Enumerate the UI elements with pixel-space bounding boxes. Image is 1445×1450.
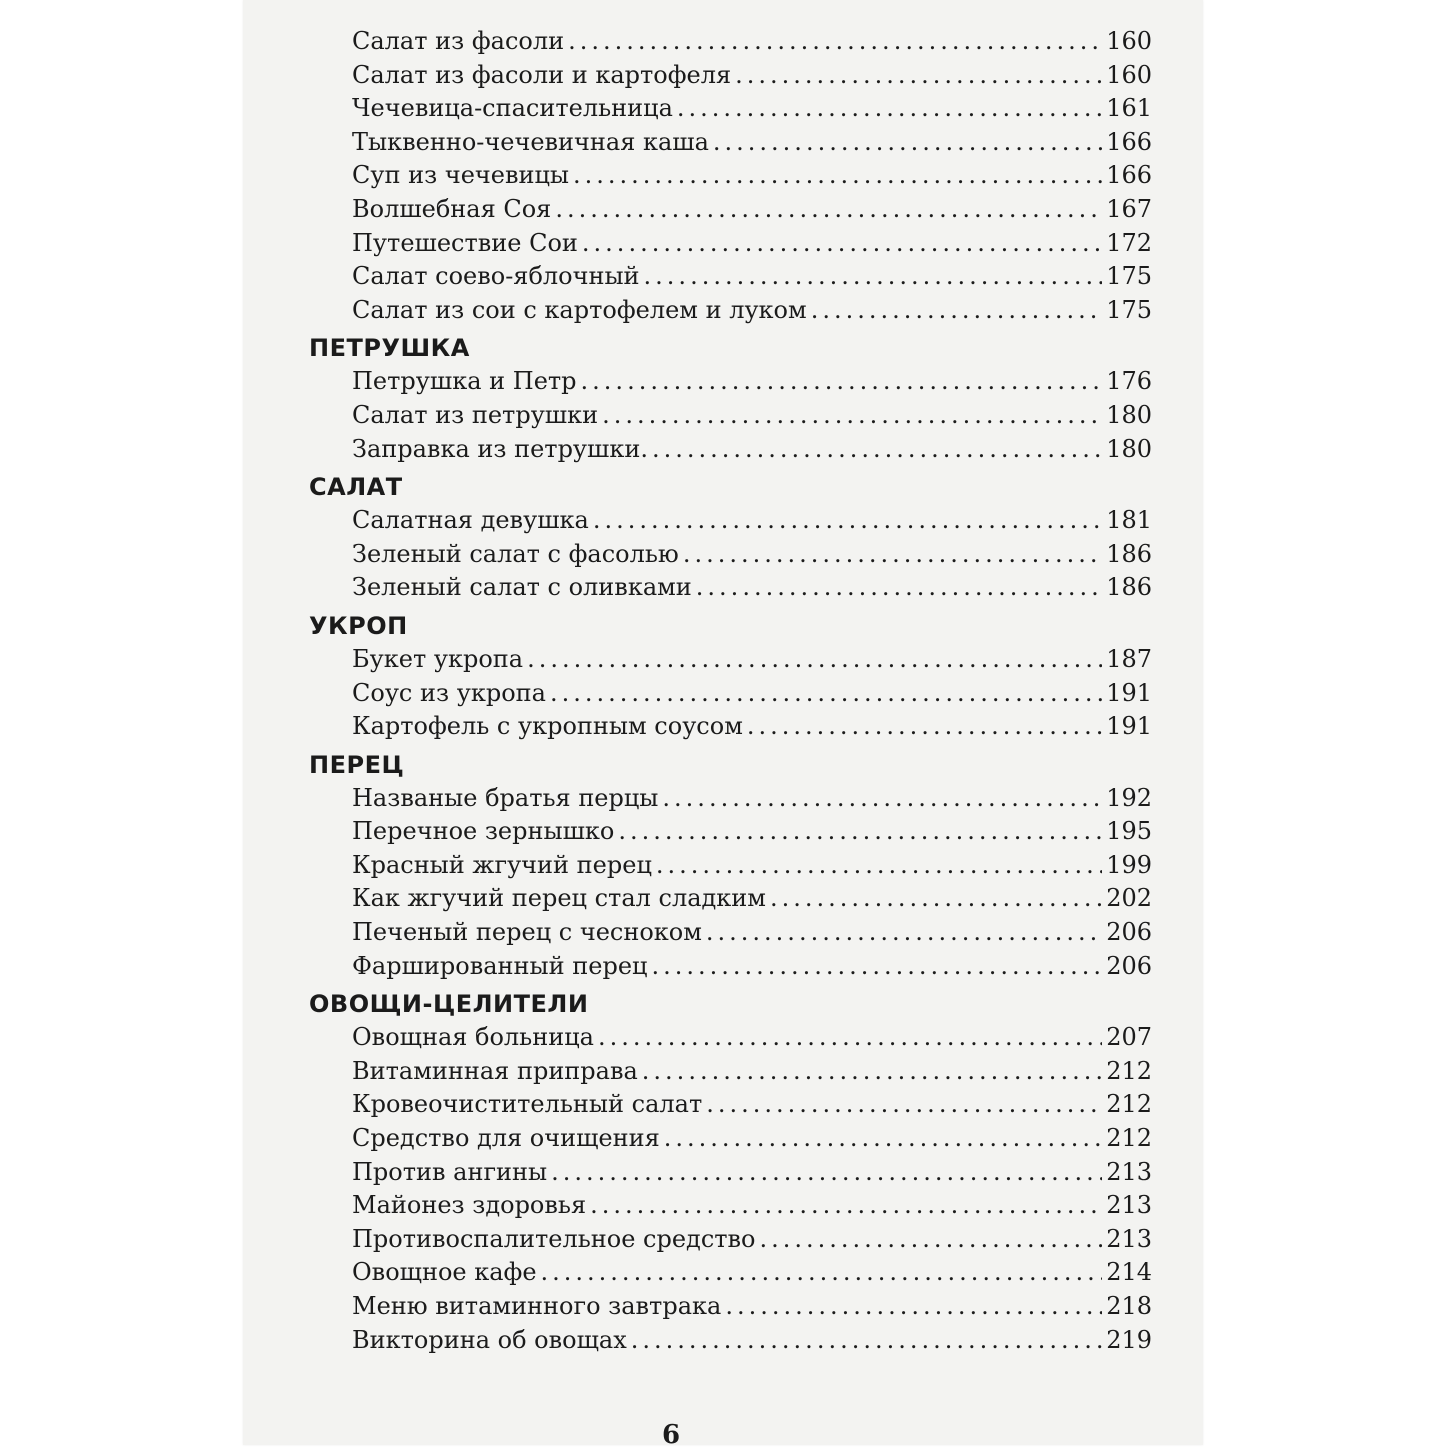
toc-entry xyxy=(309,882,1152,916)
entry-page-number: 166 xyxy=(1106,161,1152,190)
entry-page-number: 172 xyxy=(1106,228,1152,257)
toc-entry xyxy=(309,1223,1152,1257)
entry-title: Салат из сои с картофелем и луком xyxy=(352,295,807,324)
entry-page-number: 213 xyxy=(1106,1224,1152,1253)
dot-leader xyxy=(713,126,1102,160)
toc-section xyxy=(309,609,1152,744)
dot-leader xyxy=(581,365,1103,399)
entry-title: Викторина об овощах xyxy=(352,1325,627,1354)
toc-entry xyxy=(309,59,1152,93)
toc-entry xyxy=(309,504,1152,538)
toc-entry xyxy=(309,571,1152,605)
toc-entry xyxy=(309,399,1152,433)
dot-leader xyxy=(573,159,1102,193)
table-of-contents xyxy=(309,25,1152,1357)
entry-page-number: 191 xyxy=(1106,678,1152,707)
entry-title: Салат из петрушки xyxy=(352,400,599,429)
dot-leader xyxy=(652,433,1102,467)
entry-title: Как жгучий перец стал сладким xyxy=(352,884,766,913)
entry-title: Чечевица-спасительница xyxy=(352,94,673,123)
dot-leader xyxy=(568,25,1102,59)
entry-page-number: 167 xyxy=(1106,194,1152,223)
entry-page-number: 187 xyxy=(1106,644,1152,673)
entry-page-number: 214 xyxy=(1106,1258,1152,1287)
entry-title: Фаршированный перец xyxy=(352,951,648,980)
toc-entry xyxy=(309,92,1152,126)
toc-entry xyxy=(309,1021,1152,1055)
entry-page-number: 207 xyxy=(1106,1023,1152,1052)
toc-entry xyxy=(309,260,1152,294)
toc-entry xyxy=(309,1055,1152,1089)
dot-leader xyxy=(631,1324,1102,1358)
entry-title: Зеленый салат с фасолью xyxy=(352,539,679,568)
entry-title: Против ангины xyxy=(352,1157,548,1186)
entry-title: Овощная больница xyxy=(352,1023,594,1052)
dot-leader xyxy=(582,227,1102,261)
page-number: 6 xyxy=(662,1420,681,1450)
dot-leader xyxy=(593,504,1102,538)
dot-leader xyxy=(664,1122,1102,1156)
entry-page-number: 212 xyxy=(1106,1124,1152,1153)
entry-page-number: 218 xyxy=(1106,1292,1152,1320)
entry-page-number: 199 xyxy=(1106,850,1152,879)
toc-entry xyxy=(309,1256,1152,1290)
dot-leader xyxy=(602,399,1102,433)
entry-title: Салат из фасоли и картофеля xyxy=(352,60,732,89)
entry-page-number: 202 xyxy=(1106,884,1152,913)
dot-leader xyxy=(541,1256,1103,1290)
toc-entry xyxy=(309,1088,1152,1122)
toc-entry xyxy=(309,433,1152,467)
entry-page-number: 160 xyxy=(1106,27,1152,55)
entry-title: Кровеочистительный салат xyxy=(352,1090,703,1119)
entry-title: Зеленый салат с оливками xyxy=(352,573,692,602)
toc-entry xyxy=(309,159,1152,193)
dot-leader xyxy=(550,677,1102,711)
toc-entry xyxy=(309,849,1152,883)
dot-leader xyxy=(811,294,1103,328)
dot-leader xyxy=(725,1290,1102,1324)
entry-title: Картофель с укропным соусом xyxy=(352,712,743,741)
section-title: ПЕТРУШКА xyxy=(309,334,470,363)
entry-page-number: 192 xyxy=(1106,783,1152,812)
toc-entry xyxy=(309,643,1152,677)
entry-page-number: 206 xyxy=(1106,918,1152,947)
toc-entry xyxy=(309,677,1152,711)
entry-page-number: 213 xyxy=(1106,1157,1152,1186)
dot-leader xyxy=(656,849,1102,883)
entry-title: Противоспалительное средство xyxy=(352,1224,756,1253)
entry-page-number: 161 xyxy=(1106,94,1152,123)
toc-section xyxy=(309,748,1152,984)
entry-title: Салат из фасоли xyxy=(352,27,565,55)
dot-leader xyxy=(735,59,1102,93)
dot-leader xyxy=(770,882,1102,916)
toc-entry xyxy=(309,782,1152,816)
entry-page-number: 212 xyxy=(1106,1056,1152,1085)
entry-page-number: 186 xyxy=(1106,539,1152,568)
dot-leader xyxy=(747,710,1102,744)
dot-leader xyxy=(618,815,1102,849)
entry-title: Петрушка и Петр xyxy=(352,367,577,396)
toc-entry xyxy=(309,294,1152,328)
section-title: ПЕРЕЦ xyxy=(309,750,405,779)
entry-title: Овощное кафе xyxy=(352,1258,537,1287)
entry-page-number: 219 xyxy=(1106,1325,1152,1354)
toc-entry xyxy=(309,1290,1152,1324)
toc-entry xyxy=(309,227,1152,261)
dot-leader xyxy=(683,538,1102,572)
dot-leader xyxy=(677,92,1102,126)
entry-page-number: 186 xyxy=(1106,573,1152,602)
toc-entry xyxy=(309,916,1152,950)
dot-leader xyxy=(527,643,1102,677)
entry-page-number: 166 xyxy=(1106,127,1152,156)
toc-entry xyxy=(309,126,1152,160)
entry-page-number: 180 xyxy=(1106,434,1152,463)
entry-page-number: 206 xyxy=(1106,951,1152,980)
entry-title: Витаминная приправа xyxy=(352,1056,638,1085)
entry-title: Перечное зернышко xyxy=(352,817,615,846)
entry-title: Соус из укропа xyxy=(352,678,546,707)
entry-title: Букет укропа xyxy=(352,644,524,673)
entry-page-number: 180 xyxy=(1106,400,1152,429)
entry-title: Заправка из петрушки. xyxy=(352,434,648,463)
entry-title: Печеный перец с чесноком xyxy=(352,918,702,947)
dot-leader xyxy=(760,1223,1103,1257)
toc-section xyxy=(309,987,1152,1357)
toc-section xyxy=(309,331,1152,466)
toc-entry xyxy=(309,710,1152,744)
entry-page-number: 212 xyxy=(1106,1090,1152,1119)
entry-page-number: 213 xyxy=(1106,1191,1152,1220)
section-title: УКРОП xyxy=(309,611,408,640)
toc-entry xyxy=(309,193,1152,227)
dot-leader xyxy=(706,916,1102,950)
section-title: САЛАТ xyxy=(309,473,403,502)
toc-entry xyxy=(309,1189,1152,1223)
dot-leader xyxy=(706,1088,1102,1122)
toc-entry xyxy=(309,1324,1152,1358)
entry-title: Названые братья перцы xyxy=(352,783,659,812)
entry-title: Суп из чечевицы xyxy=(352,161,570,190)
dot-leader xyxy=(696,571,1102,605)
dot-leader xyxy=(651,950,1102,984)
entry-page-number: 160 xyxy=(1106,60,1152,89)
entry-title: Путешествие Сои xyxy=(352,228,578,257)
dot-leader xyxy=(551,1156,1102,1190)
entry-title: Салат соево-яблочный xyxy=(352,262,640,291)
toc-entry xyxy=(309,1156,1152,1190)
entry-title: Меню витаминного завтрака xyxy=(352,1292,722,1320)
entry-title: Красный жгучий перец xyxy=(352,850,652,879)
toc-entry xyxy=(309,538,1152,572)
toc-section xyxy=(309,470,1152,605)
toc-section xyxy=(309,25,1152,327)
dot-leader xyxy=(590,1189,1102,1223)
dot-leader xyxy=(598,1021,1102,1055)
entry-page-number: 181 xyxy=(1106,506,1152,535)
entry-title: Волшебная Соя xyxy=(352,194,552,223)
dot-leader xyxy=(555,193,1102,227)
entry-title: Майонез здоровья xyxy=(352,1191,587,1220)
toc-entry xyxy=(309,25,1152,59)
toc-entry xyxy=(309,1122,1152,1156)
entry-page-number: 176 xyxy=(1106,367,1152,396)
entry-page-number: 191 xyxy=(1106,712,1152,741)
toc-entry xyxy=(309,950,1152,984)
dot-leader xyxy=(644,260,1103,294)
entry-title: Тыквенно-чечевичная каша xyxy=(352,127,709,156)
dot-leader xyxy=(662,782,1102,816)
entry-title: Салатная девушка xyxy=(352,506,589,535)
section-title: ОВОЩИ-ЦЕЛИТЕЛИ xyxy=(309,990,589,1019)
entry-page-number: 175 xyxy=(1106,262,1152,291)
dot-leader xyxy=(642,1055,1102,1089)
toc-entry xyxy=(309,365,1152,399)
entry-page-number: 195 xyxy=(1106,817,1152,846)
entry-page-number: 175 xyxy=(1106,295,1152,324)
toc-entry xyxy=(309,815,1152,849)
entry-title: Средство для очищения xyxy=(352,1124,660,1153)
